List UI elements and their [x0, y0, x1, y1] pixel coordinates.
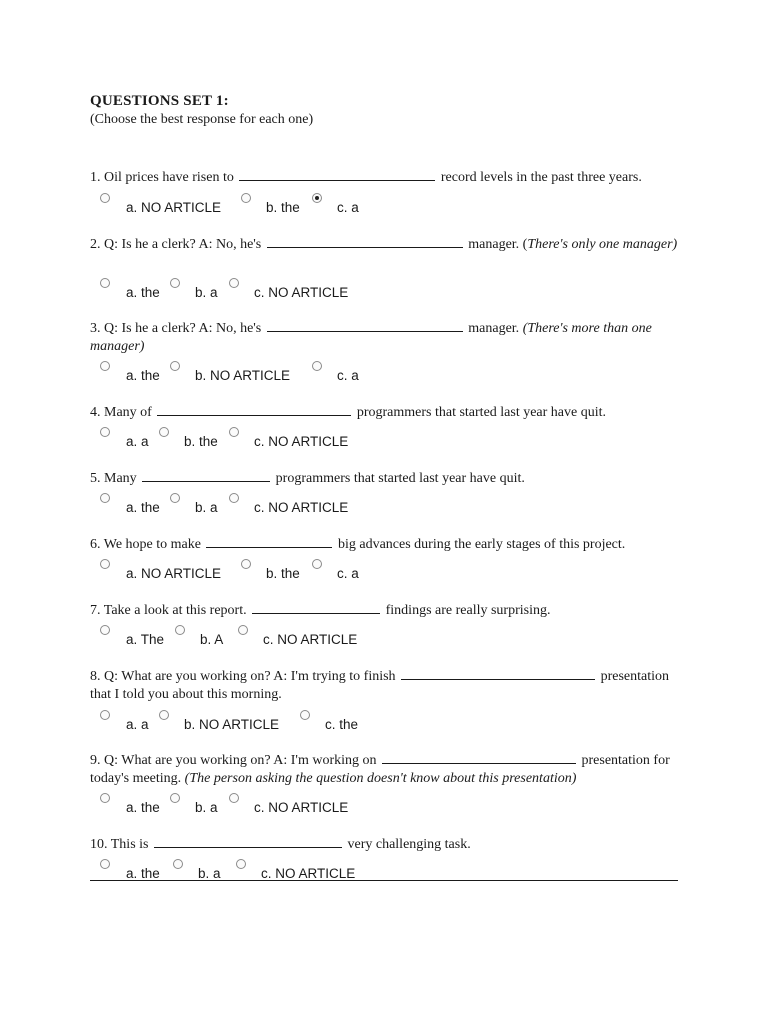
answer-blank	[239, 168, 435, 181]
option-label: b. a	[195, 285, 218, 300]
question-text: programmers that started last year have quit.	[356, 405, 607, 420]
question-text: 1. Oil prices have risen to	[90, 170, 234, 185]
option-label: b. NO ARTICLE	[184, 717, 280, 732]
option-label: c. NO ARTICLE	[261, 866, 356, 881]
option-label: a. the	[126, 500, 160, 515]
option-label: b. the	[266, 200, 300, 215]
question-text: 10. This is	[90, 837, 149, 852]
radio-button[interactable]	[159, 427, 169, 437]
answer-blank	[401, 667, 595, 680]
radio-button[interactable]	[238, 625, 248, 635]
radio-button[interactable]	[100, 493, 110, 503]
radio-button[interactable]	[312, 559, 322, 569]
question-note: (The person asking the question doesn't know about this presentation)	[184, 771, 577, 786]
radio-button[interactable]	[100, 427, 110, 437]
option-label: c. the	[325, 717, 359, 732]
question-4	[90, 403, 682, 422]
question-6	[90, 535, 682, 554]
question-text: 8. Q: What are you working on? A: I'm trying to finish	[90, 669, 396, 684]
question-text: 3. Q: Is he a clerk? A: No, he's	[90, 321, 262, 336]
option-label: c. NO ARTICLE	[254, 285, 349, 300]
radio-button[interactable]	[100, 361, 110, 371]
question-1	[90, 168, 682, 187]
question-text: findings are really surprising.	[385, 603, 551, 618]
question-text: manager.	[468, 321, 520, 336]
option-label: c. NO ARTICLE	[263, 632, 358, 647]
option-label: c. a	[337, 200, 359, 215]
radio-button[interactable]	[170, 793, 180, 803]
radio-button[interactable]	[100, 278, 110, 288]
radio-button[interactable]	[100, 559, 110, 569]
option-label: b. a	[198, 866, 221, 881]
radio-button[interactable]	[236, 859, 246, 869]
question-note: There's only one manager)	[527, 237, 678, 252]
option-label: c. NO ARTICLE	[254, 800, 349, 815]
option-label: b. a	[195, 800, 218, 815]
answer-blank	[267, 235, 463, 248]
question-text: record levels in the past three years.	[440, 170, 642, 185]
question-text: 2. Q: Is he a clerk? A: No, he's	[90, 237, 262, 252]
option-label: a. NO ARTICLE	[126, 566, 222, 581]
question-text: big advances during the early stages of this project.	[337, 537, 626, 552]
option-label: c. NO ARTICLE	[254, 434, 349, 449]
option-label: a. a	[126, 717, 149, 732]
radio-button[interactable]	[300, 710, 310, 720]
question-2	[90, 235, 682, 254]
radio-button[interactable]	[170, 361, 180, 371]
radio-button[interactable]	[100, 193, 110, 203]
option-label: c. NO ARTICLE	[254, 500, 349, 515]
radio-button[interactable]	[173, 859, 183, 869]
radio-button[interactable]	[100, 625, 110, 635]
question-8	[90, 667, 682, 704]
radio-button[interactable]	[100, 859, 110, 869]
radio-button[interactable]	[241, 193, 251, 203]
radio-button[interactable]	[100, 793, 110, 803]
answer-blank	[154, 835, 342, 848]
radio-button[interactable]	[175, 625, 185, 635]
answer-blank	[142, 469, 270, 482]
question-text: presentation that I told you about this morning.	[90, 669, 669, 702]
option-label: a. The	[126, 632, 165, 647]
question-text: 7. Take a look at this report.	[90, 603, 247, 618]
answer-blank	[252, 601, 380, 614]
radio-button[interactable]	[229, 493, 239, 503]
option-label: a. the	[126, 285, 160, 300]
question-10	[90, 835, 682, 854]
radio-button[interactable]	[241, 559, 251, 569]
answer-blank	[206, 535, 332, 548]
worksheet-title: QUESTIONS SET 1:	[90, 93, 229, 109]
section-divider	[90, 880, 678, 881]
radio-button[interactable]	[229, 278, 239, 288]
question-text: 6. We hope to make	[90, 537, 201, 552]
radio-button[interactable]	[159, 710, 169, 720]
question-text: very challenging task.	[347, 837, 471, 852]
radio-button[interactable]	[170, 493, 180, 503]
option-label: b. NO ARTICLE	[195, 368, 291, 383]
radio-button[interactable]	[170, 278, 180, 288]
radio-button[interactable]	[229, 793, 239, 803]
question-text: manager. (	[468, 237, 528, 252]
option-label: c. a	[337, 566, 359, 581]
question-text: presentation for today's meeting.	[90, 753, 670, 786]
answer-blank	[157, 403, 351, 416]
worksheet-instructions: (Choose the best response for each one)	[90, 112, 314, 127]
question-3	[90, 319, 682, 356]
option-label: b. a	[195, 500, 218, 515]
option-label: a. NO ARTICLE	[126, 200, 222, 215]
option-label: a. a	[126, 434, 149, 449]
option-label: a. the	[126, 368, 160, 383]
option-label: c. a	[337, 368, 359, 383]
radio-button-selected[interactable]	[312, 193, 322, 203]
radio-button[interactable]	[312, 361, 322, 371]
radio-button[interactable]	[229, 427, 239, 437]
question-text: 4. Many of	[90, 405, 152, 420]
radio-button[interactable]	[100, 710, 110, 720]
option-label: b. A	[200, 632, 224, 647]
question-text: programmers that started last year have quit.	[275, 471, 525, 486]
answer-blank	[382, 751, 576, 764]
question-9	[90, 751, 682, 788]
option-label: b. the	[184, 434, 218, 449]
question-text: 5. Many	[90, 471, 137, 486]
question-text: 9. Q: What are you working on? A: I'm working on	[90, 753, 377, 768]
option-label: a. the	[126, 800, 160, 815]
option-label: b. the	[266, 566, 300, 581]
question-5	[90, 469, 682, 488]
question-7	[90, 601, 682, 620]
question-note: (There's more than one manager)	[90, 321, 652, 354]
answer-blank	[267, 319, 463, 332]
option-label: a. the	[126, 866, 160, 881]
